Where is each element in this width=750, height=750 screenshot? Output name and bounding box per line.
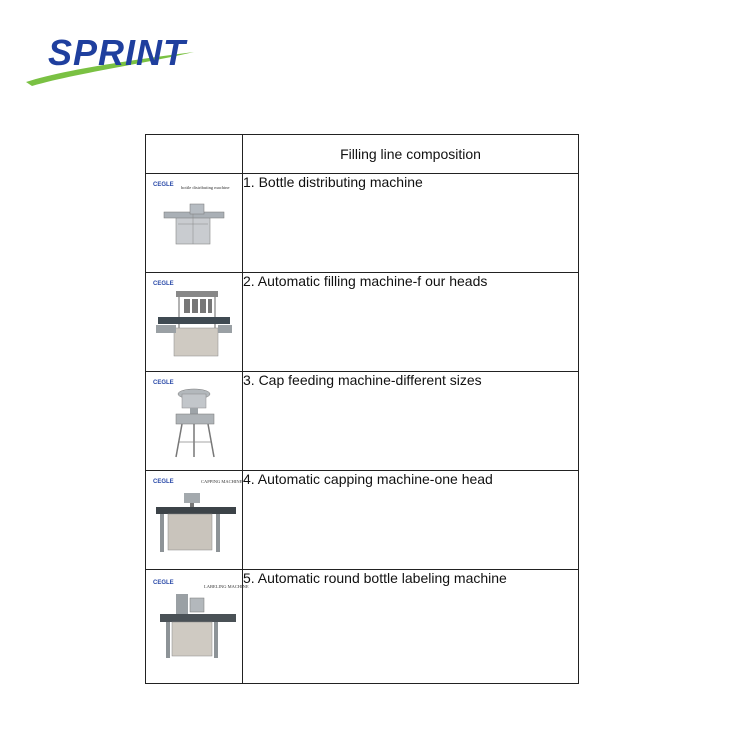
svg-text:CEGLE: CEGLE — [153, 479, 174, 485]
svg-text:LABELING MACHINE: LABELING MACHINE — [204, 584, 249, 589]
labeling-machine-image — [146, 570, 249, 678]
table-row — [146, 570, 579, 684]
sprint-logo — [22, 30, 212, 90]
bottle-distributing-machine-image — [146, 174, 243, 267]
table-row — [146, 273, 579, 372]
header-empty-cell — [146, 135, 243, 174]
table-row-label: 2. Automatic filling machine-f our heads — [243, 273, 579, 372]
cap-feeding-machine-image — [146, 372, 243, 465]
table-row — [146, 174, 579, 273]
table-row-label: 3. Cap feeding machine-different sizes — [243, 372, 579, 471]
logo-text: SPRINT — [48, 32, 187, 73]
filling-line-table — [145, 134, 579, 684]
table-header: Filling line composition — [243, 135, 579, 174]
table-row — [146, 471, 579, 570]
svg-text:CEGLE: CEGLE — [153, 182, 174, 188]
svg-text:CEGLE: CEGLE — [153, 380, 174, 386]
table-row-label: 1. Bottle distributing machine — [243, 174, 579, 273]
svg-text:CEGLE: CEGLE — [153, 580, 174, 586]
svg-text:CAPPING MACHINE: CAPPING MACHINE — [201, 479, 243, 484]
svg-text:bottle distributing machine: bottle distributing machine — [181, 185, 230, 190]
filling-machine-image — [146, 273, 243, 366]
svg-text:CEGLE: CEGLE — [153, 281, 174, 287]
table-header-row — [146, 135, 579, 174]
table-row-label: 5. Automatic round bottle labeling machine — [243, 570, 579, 684]
capping-machine-image — [146, 471, 243, 564]
table-row-label: 4. Automatic capping machine-one head — [243, 471, 579, 570]
table-row — [146, 372, 579, 471]
